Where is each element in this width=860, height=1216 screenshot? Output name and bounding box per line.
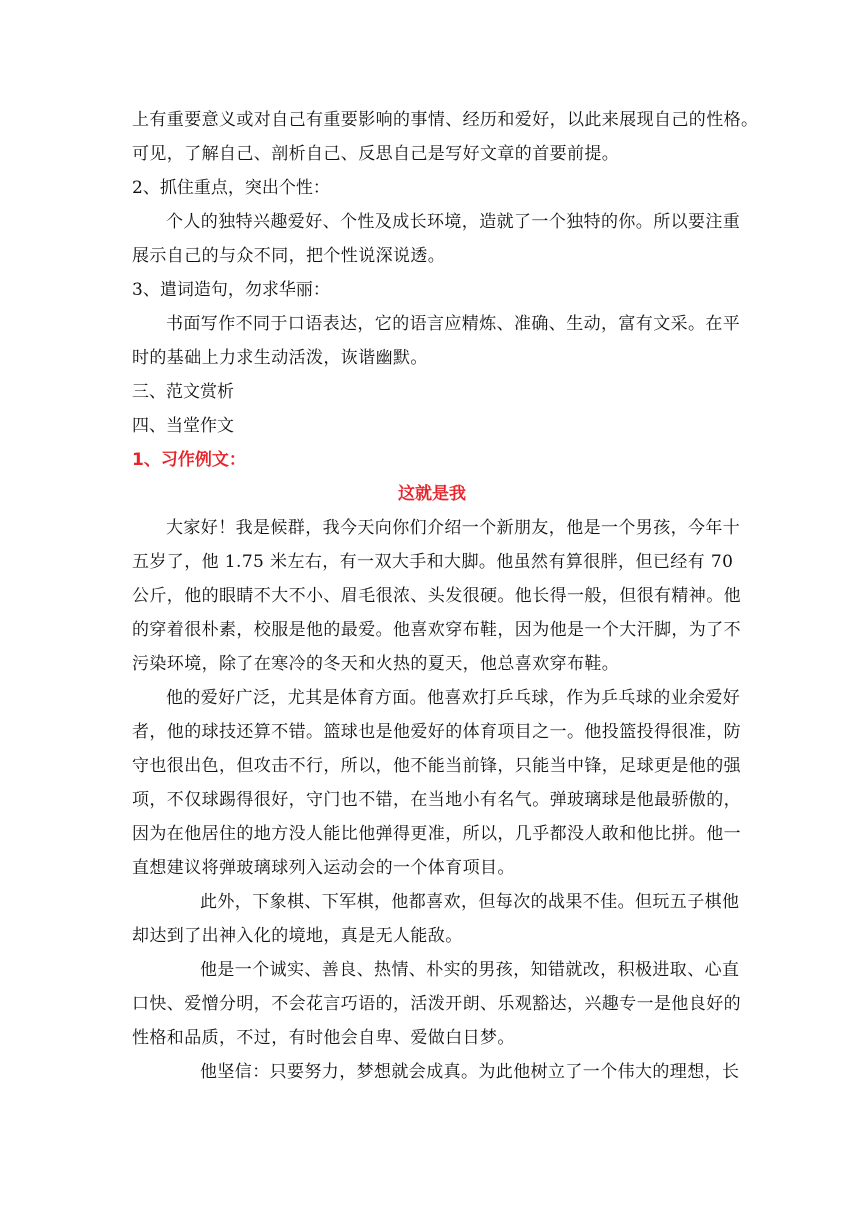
example-heading: 1、习作例文： [132, 450, 246, 470]
essay-p4-line-2: 口快、爱憎分明，不会花言巧语的，活泼开朗、乐观豁达，兴趣专一是他良好的 [132, 994, 741, 1014]
essay-p4-line-3: 性格和品质，不过，有时他会自卑、爱做白日梦。 [132, 1028, 515, 1048]
essay-p2-line-1: 他的爱好广泛，尤其是体育方面。他喜欢打乒乓球，作为乒乓球的业余爱好 [166, 688, 741, 708]
point2-line-2: 展示自己的与众不同，把个性说深说透。 [132, 246, 446, 266]
essay-p4-line-1: 他是一个诚实、善良、热情、朴实的男孩，知错就改，积极进取、心直 [200, 960, 740, 980]
essay-p2-line-6: 直想建议将弹玻璃球列入运动会的一个体育项目。 [132, 858, 515, 878]
essay-p1-line-3: 公斤，他的眼睛不大不小、眉毛很浓、头发很硬。他长得一般，但很有精神。他 [132, 586, 741, 606]
section-heading-3: 三、范文赏析 [132, 382, 234, 402]
essay-p2-line-5: 因为在他居住的地方没人能比他弹得更准，所以，几乎都没人敢和他比拼。他一 [132, 824, 741, 844]
point2-line-1: 个人的独特兴趣爱好、个性及成长环境，造就了一个独特的你。所以要注重 [166, 212, 741, 232]
essay-title: 这就是我 [398, 484, 466, 504]
point3-heading: 3、遣词造句，勿求华丽： [132, 280, 330, 300]
intro-line-2: 可见，了解自己、剖析自己、反思自己是写好文章的首要前提。 [132, 144, 620, 164]
document-page [132, 103, 759, 1089]
point2-heading: 2、抓住重点，突出个性： [132, 178, 330, 198]
intro-line-1: 上有重要意义或对自己有重要影响的事情、经历和爱好，以此来展现自己的性格。 [132, 110, 759, 130]
section-heading-4: 四、当堂作文 [132, 416, 234, 436]
essay-p3-line-1: 此外，下象棋、下军棋，他都喜欢，但每次的战果不佳。但玩五子棋他 [200, 892, 740, 912]
essay-p2-line-4: 项，不仅球踢得很好，守门也不错，在当地小有名气。弹玻璃球是他最骄傲的， [132, 790, 741, 810]
essay-p2-line-3: 守也很出色，但攻击不行，所以，他不能当前锋，只能当中锋，足球更是他的强 [132, 756, 741, 776]
point3-line-2: 时的基础上力求生动活泼，诙谐幽默。 [132, 348, 428, 368]
point3-line-1: 书面写作不同于口语表达，它的语言应精炼、准确、生动，富有文采。在平 [166, 314, 741, 334]
essay-p1-line-5: 污染环境，除了在寒冷的冬天和火热的夏天，他总喜欢穿布鞋。 [132, 654, 620, 674]
essay-p3-line-2: 却达到了出神入化的境地，真是无人能敌。 [132, 926, 463, 946]
essay-p1-line-4: 的穿着很朴素，校服是他的最爱。他喜欢穿布鞋，因为他是一个大汗脚，为了不 [132, 620, 741, 640]
essay-p1-line-1: 大家好！我是候群，我今天向你们介绍一个新朋友，他是一个男孩，今年十 [166, 518, 741, 538]
essay-p5-line-1: 他坚信：只要努力，梦想就会成真。为此他树立了一个伟大的理想，长 [200, 1062, 740, 1082]
essay-p1-line-2: 五岁了，他 1.75 米左右，有一双大手和大脚。他虽然有算很胖，但已经有 70 [132, 552, 734, 572]
essay-p2-line-2: 者，他的球技还算不错。篮球也是他爱好的体育项目之一。他投篮投得很准，防 [132, 722, 741, 742]
